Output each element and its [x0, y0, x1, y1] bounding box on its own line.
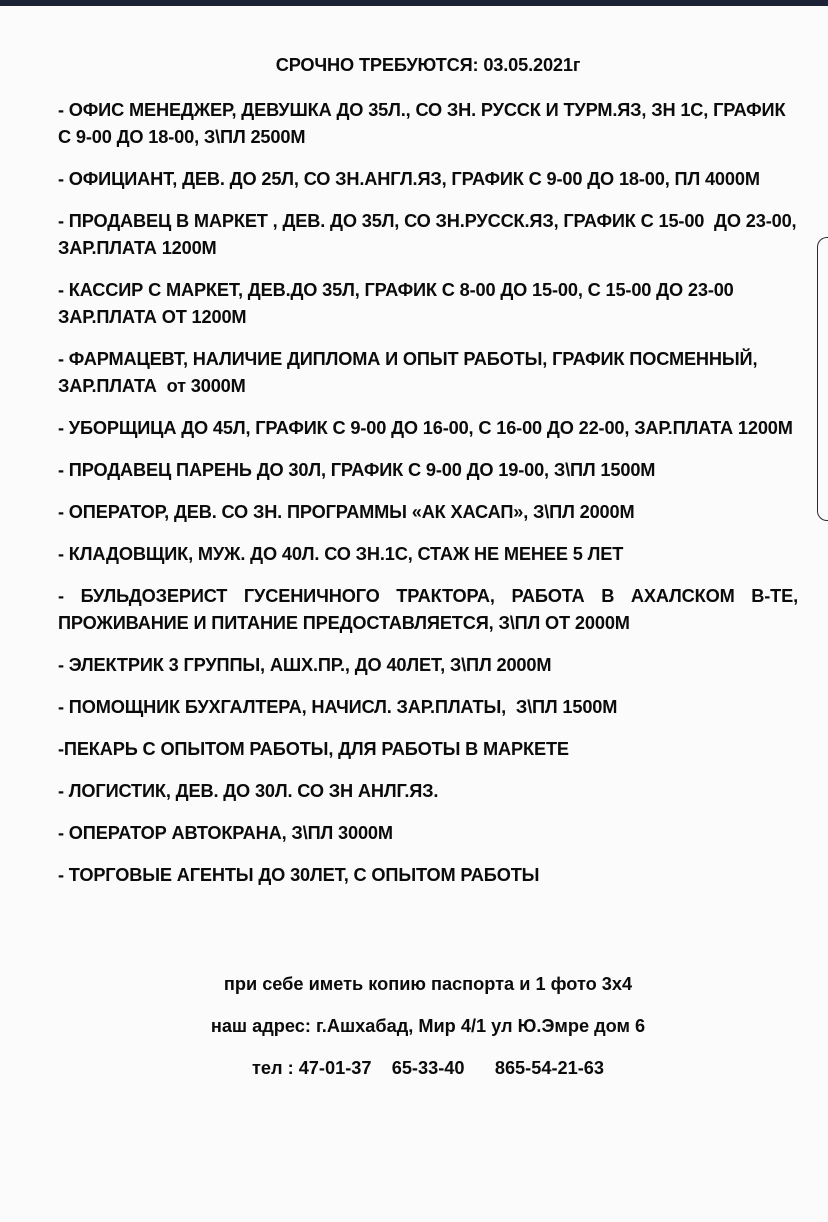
- vacancy-item: - ОПЕРАТОР АВТОКРАНА, З\ПЛ 3000М: [58, 823, 393, 843]
- vacancy-item: - ЭЛЕКТРИК 3 ГРУППЫ, АШХ.ПР., ДО 40ЛЕТ, З\ПЛ 2000М: [58, 655, 552, 675]
- vacancy-item: - ОФИЦИАНТ, ДЕВ. ДО 25Л, СО ЗН.АНГЛ.ЯЗ, ГРАФИК С 9-00 ДО 18-00, ПЛ 4000М: [58, 169, 760, 189]
- vacancy-item: - ЛОГИСТИК, ДЕВ. ДО 30Л. СО ЗН АНЛГ.ЯЗ.: [58, 781, 439, 801]
- vacancy-item: - КЛАДОВЩИК, МУЖ. ДО 40Л. СО ЗН.1С, СТАЖ НЕ МЕНЕЕ 5 ЛЕТ: [58, 544, 624, 564]
- vacancy-item: - БУЛЬДОЗЕРИСТ ГУСЕНИЧНОГО ТРАКТОРА, РАБОТА В АХАЛСКОМ В-ТЕ, ПРОЖИВАНИЕ И ПИТАНИЕ ПРЕДОСТАВЛЯЕТСЯ, З\ПЛ ОТ 2000М: [58, 586, 803, 633]
- documents-note: при себе иметь копию паспорта и 1 фото 3х4: [223, 974, 633, 994]
- page-title: СРОЧНО ТРЕБУЮТСЯ: 03.05.2021г: [275, 55, 581, 75]
- vacancy-item: - ПРОДАВЕЦ ПАРЕНЬ ДО 30Л, ГРАФИК С 9-00 ДО 19-00, З\ПЛ 1500М: [58, 460, 656, 480]
- scroll-handle[interactable]: [817, 237, 828, 521]
- vacancy-item: - ФАРМАЦЕВТ, НАЛИЧИЕ ДИПЛОМА И ОПЫТ РАБОТЫ, ГРАФИК ПОСМЕННЫЙ, ЗАР.ПЛАТА от 3000М: [58, 349, 763, 396]
- phone-line: тел : 47-01-37 65-33-40 865-54-21-63: [251, 1058, 605, 1078]
- document-body: [58, 52, 803, 889]
- vacancy-item: - ПРОДАВЕЦ В МАРКЕТ , ДЕВ. ДО 35Л, СО ЗН.РУССК.ЯЗ, ГРАФИК С 15-00 ДО 23-00, ЗАР.ПЛАТА 1200М: [58, 211, 802, 258]
- address-line: наш адрес: г.Ашхабад, Мир 4/1 ул Ю.Эмре дом 6: [210, 1016, 646, 1036]
- vacancy-item: - ПОМОЩНИК БУХГАЛТЕРА, НАЧИСЛ. ЗАР.ПЛАТЫ, З\ПЛ 1500М: [58, 697, 618, 717]
- vacancy-item: - ТОРГОВЫЕ АГЕНТЫ ДО 30ЛЕТ, С ОПЫТОМ РАБОТЫ: [58, 865, 540, 885]
- vacancy-item: - КАССИР С МАРКЕТ, ДЕВ.ДО 35Л, ГРАФИК С 8-00 ДО 15-00, С 15-00 ДО 23-00 ЗАР.ПЛАТА ОТ 1200М: [58, 280, 739, 327]
- vacancy-item: - УБОРЩИЦА ДО 45Л, ГРАФИК С 9-00 ДО 16-00, С 16-00 ДО 22-00, ЗАР.ПЛАТА 1200М: [58, 418, 793, 438]
- vacancy-item: - ОПЕРАТОР, ДЕВ. СО ЗН. ПРОГРАММЫ «АК ХАСАП», З\ПЛ 2000М: [58, 502, 635, 522]
- status-bar: [0, 0, 828, 6]
- vacancy-item: - ОФИС МЕНЕДЖЕР, ДЕВУШКА ДО 35Л., СО ЗН. РУССК И ТУРМ.ЯЗ, ЗН 1С, ГРАФИК С 9-00 ДО 18-00, З\ПЛ 2500М: [58, 100, 791, 147]
- vacancy-item: -ПЕКАРЬ С ОПЫТОМ РАБОТЫ, ДЛЯ РАБОТЫ В МАРКЕТЕ: [58, 739, 569, 759]
